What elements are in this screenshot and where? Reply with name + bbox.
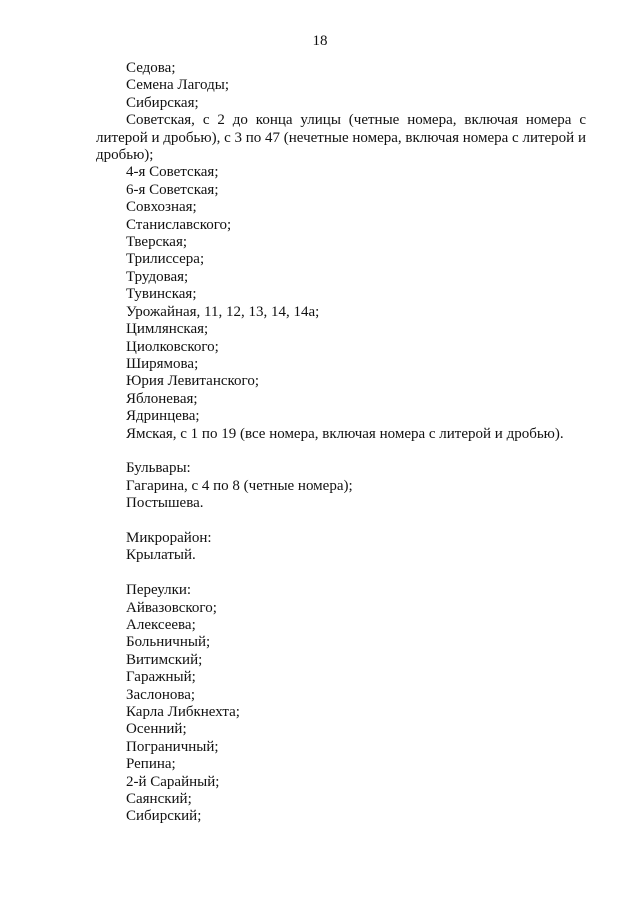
list-item: Трудовая; [126,268,189,285]
list-item: Ямская, с 1 по 19 (все номера, включая номера с литерой и дробью). [126,425,564,442]
document-body [96,60,586,826]
list-item: Алексеева; [126,616,196,633]
list-item: 6-я Советская; [126,181,219,198]
list-item: Яблоневая; [126,390,198,407]
list-item: Карла Либкнехта; [126,703,240,720]
page-number: 18 [312,33,328,49]
list-item: Репина; [126,756,176,773]
list-item: Гагарина, с 4 по 8 (четные номера); [126,477,353,494]
section-gap [96,513,586,530]
list-item: Ядринцева; [126,408,200,425]
list-item: Тувинская; [126,286,197,303]
list-item: Заслонова; [126,686,196,703]
microdistrict-section [96,530,586,565]
list-item: Цимлянская; [126,321,209,338]
list-item: Саянский; [126,791,192,808]
section-heading: Микрорайон: [126,529,212,546]
list-item: Седова; [126,60,176,76]
list-item: Юрия Левитанского; [126,373,259,390]
list-item: Тверская; [126,234,188,251]
list-item: 4-я Советская; [126,164,219,181]
list-item: Постышева. [126,495,204,512]
lanes-section [96,582,586,826]
list-item: Трилиссера; [126,251,205,268]
section-gap [96,443,586,460]
list-item: 2-й Сарайный; [126,773,220,790]
list-item: Циолковского; [126,338,219,355]
streets-list [96,60,586,443]
list-item: Совхозная; [126,199,197,216]
sovetskaya-paragraph: Советская, с 2 до конца улицы (четные номера, включая номера с литерой и дробью), с 3 по 47 (нечетные номера, включая номера с литерой и дробью); [96,112,586,164]
list-item: Гаражный; [126,669,196,686]
list-item: Ширямова; [126,355,199,372]
section-heading: Бульвары: [126,460,191,477]
list-item: Семена Лагоды; [126,77,229,94]
list-item: Осенний; [126,721,187,738]
section-heading: Переулки: [126,582,192,599]
list-item: Крылатый. [126,547,196,564]
list-item: Айвазовского; [126,599,217,616]
list-item: Витимский; [126,651,203,668]
list-item: Урожайная, 11, 12, 13, 14, 14а; [126,303,320,320]
list-item: Сибирская; [126,94,199,111]
list-item: Больничный; [126,634,211,651]
list-item: Сибирский; [126,808,202,825]
list-item: Пограничный; [126,738,219,755]
section-gap [96,565,586,582]
list-item: Станиславского; [126,216,232,233]
boulevards-section [96,460,586,512]
